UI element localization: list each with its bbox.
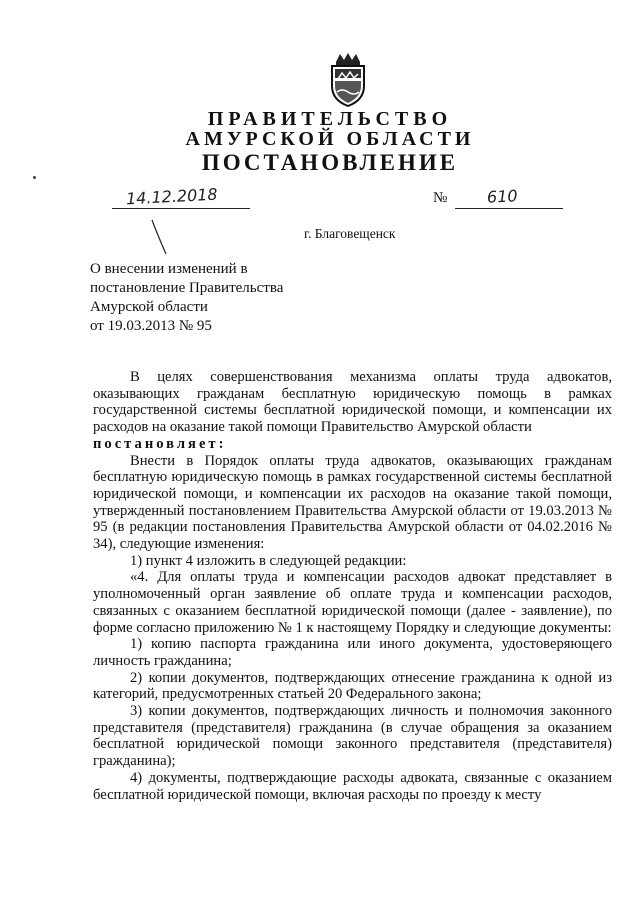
document-type-title: ПОСТАНОВЛЕНИЕ [201, 150, 459, 175]
preamble-paragraph: В целях совершенствования механизма оплаты труда адвокатов, оказывающих гражданам бесплатную юридическую помощь в рамках государственной системы бесплатной юридической помощи, и компенсации их расходов на оказание такой помощи Правительство Амурской области [93, 369, 612, 436]
organization-name-line2: АМУРСКОЙ ОБЛАСТИ [185, 128, 475, 150]
date-underline [112, 208, 250, 209]
city-name: г. Благовещенск [304, 226, 396, 241]
subject-line: О внесении изменений в [90, 261, 248, 277]
document-body [93, 369, 612, 803]
body-paragraph: «4. Для оплаты труда и компенсации расходов адвокат представляет в уполномоченный орган заявление об оплате труда и компенсации расходов, связанных с оказанием бесплатной юридической помощи (далее - заявление), по форме согласно приложению № 1 к настоящему Порядку и следующие документы: [93, 569, 612, 636]
number-label: № [433, 190, 448, 206]
document-number: 610 [486, 186, 519, 207]
handwritten-mark [150, 218, 174, 258]
body-paragraph: Внести в Порядок оплаты труда адвокатов, оказывающих гражданам бесплатную юридическую помощь в рамках государственной системы бесплатной юридической помощи, и компенсации их расходов на оказание такой помощи, утвержденный постановлением Правительства Амурской области от 19.03.2013 № 95 (в редакции постановления Правительства Амурской области от 04.02.2016 № 34), следующие изменения: [93, 452, 612, 553]
body-paragraph: 3) копии документов, подтверждающих личность и полномочия законного представителя (представителя) гражданина (в случае обращения за оказанием бесплатной юридической помощи законного представителя (представителя) гражданина); [93, 703, 612, 770]
body-paragraph: 2) копии документов, подтверждающих отнесение гражданина к одной из категорий, предусмотренных статьей 20 Федерального закона; [93, 669, 612, 703]
number-underline [455, 208, 563, 209]
coat-of-arms-icon [326, 52, 370, 108]
body-paragraph: 1) копию паспорта гражданина или иного документа, удостоверяющего личность гражданина; [93, 636, 612, 669]
body-paragraph: 4) документы, подтверждающие расходы адвоката, связанные с оказанием бесплатной юридической помощи, включая расходы по проезду к месту [93, 769, 612, 803]
organization-name-line1: ПРАВИТЕЛЬСТВО [207, 108, 453, 130]
document-subject [90, 260, 283, 336]
subject-line: постановление Правительства [90, 280, 284, 296]
scan-speck [33, 176, 36, 179]
body-paragraph: 1) пункт 4 изложить в следующей редакции: [130, 552, 407, 569]
document-date: 14.12.2018 [125, 184, 219, 209]
decree-word: постановляет: [93, 435, 227, 452]
subject-line: от 19.03.2013 № 95 [90, 318, 212, 334]
subject-line: Амурской области [90, 299, 208, 315]
